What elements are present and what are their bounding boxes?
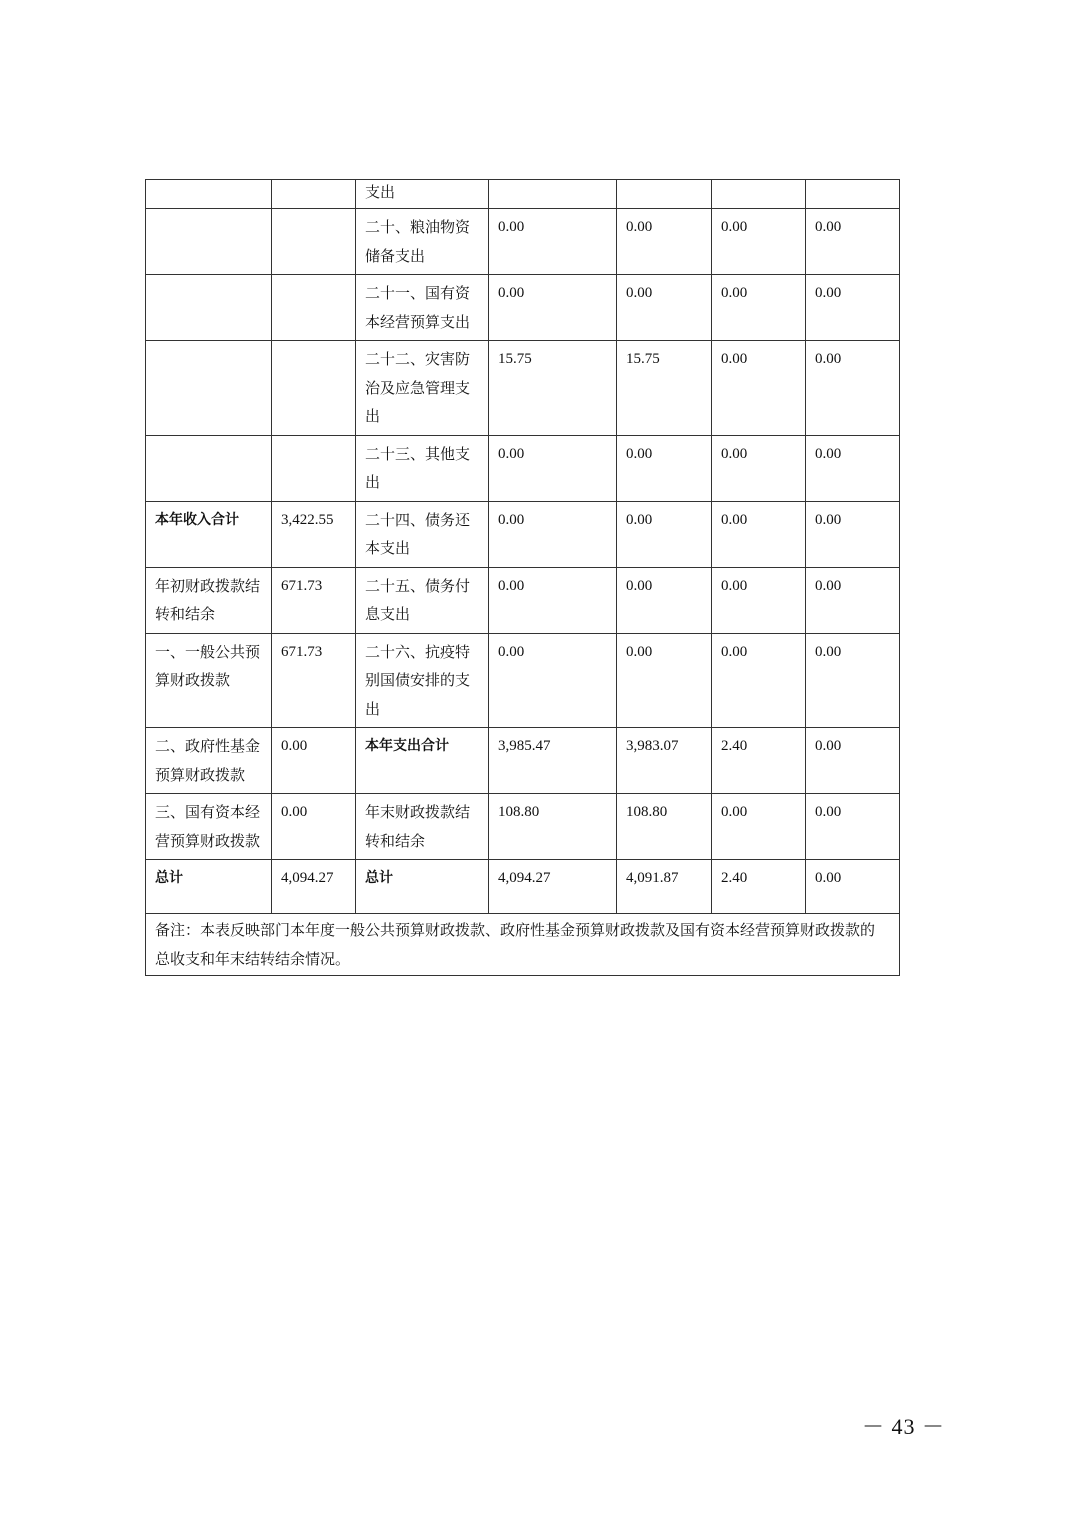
general-budget-cell: 4,091.87 [617,860,712,914]
income-item-cell: 三、国有资本经营预算财政拨款 [146,794,272,860]
general-budget-cell: 0.00 [617,275,712,341]
income-amount-cell [272,209,356,275]
general-budget-cell: 0.00 [617,567,712,633]
expense-total-cell [489,180,617,209]
general-budget-cell: 0.00 [617,501,712,567]
expense-item-cell: 二十二、灾害防治及应急管理支出 [356,341,489,436]
state-capital-budget-cell: 0.00 [806,435,900,501]
table-row [146,341,900,436]
expense-grand-total-label: 总计 [356,860,489,914]
general-budget-cell: 3,983.07 [617,728,712,794]
income-item-cell [146,209,272,275]
state-capital-budget-cell: 0.00 [806,501,900,567]
state-capital-budget-cell: 0.00 [806,275,900,341]
state-capital-budget-cell: 0.00 [806,633,900,728]
general-budget-cell [617,180,712,209]
income-subtotal-label: 本年收入合计 [146,501,272,567]
expense-total-cell: 0.00 [489,501,617,567]
page-number: － 43 － [862,1414,946,1439]
table-row [146,501,900,567]
income-amount-cell: 0.00 [272,794,356,860]
table-row [146,209,900,275]
expense-total-cell: 0.00 [489,275,617,341]
budget-table [145,179,900,976]
fund-budget-cell [712,180,806,209]
expense-total-cell: 108.80 [489,794,617,860]
table-row [146,180,900,209]
expense-subtotal-label: 本年支出合计 [356,728,489,794]
state-capital-budget-cell: 0.00 [806,860,900,914]
income-amount-cell [272,341,356,436]
state-capital-budget-cell: 0.00 [806,567,900,633]
income-item-cell: 一、一般公共预算财政拨款 [146,633,272,728]
income-item-cell [146,180,272,209]
table-row [146,633,900,728]
income-amount-cell [272,275,356,341]
expense-item-cell: 二十三、其他支出 [356,435,489,501]
table-note-row [146,914,900,976]
general-budget-cell: 0.00 [617,209,712,275]
expense-total-cell: 0.00 [489,567,617,633]
fund-budget-cell: 0.00 [712,275,806,341]
income-item-cell [146,275,272,341]
general-budget-cell: 0.00 [617,633,712,728]
table-row [146,794,900,860]
income-amount-cell: 0.00 [272,728,356,794]
fund-budget-cell: 0.00 [712,209,806,275]
expense-total-cell: 0.00 [489,435,617,501]
income-grand-total-label: 总计 [146,860,272,914]
table-row [146,567,900,633]
income-item-cell: 年初财政拨款结转和结余 [146,567,272,633]
fund-budget-cell: 0.00 [712,341,806,436]
expense-item-cell: 支出 [356,180,489,209]
state-capital-budget-cell [806,180,900,209]
expense-item-cell: 二十、粮油物资储备支出 [356,209,489,275]
expense-item-cell: 二十六、抗疫特别国债安排的支出 [356,633,489,728]
income-amount-cell: 671.73 [272,567,356,633]
expense-total-cell: 0.00 [489,209,617,275]
table-row [146,435,900,501]
expense-total-cell: 15.75 [489,341,617,436]
expense-item-cell: 二十五、债务付息支出 [356,567,489,633]
income-amount-cell: 671.73 [272,633,356,728]
expense-item-cell: 年末财政拨款结转和结余 [356,794,489,860]
fund-budget-cell: 0.00 [712,633,806,728]
income-item-cell [146,341,272,436]
general-budget-cell: 108.80 [617,794,712,860]
fund-budget-cell: 0.00 [712,567,806,633]
state-capital-budget-cell: 0.00 [806,341,900,436]
general-budget-cell: 15.75 [617,341,712,436]
expense-total-cell: 3,985.47 [489,728,617,794]
table-row [146,275,900,341]
income-amount-cell [272,180,356,209]
table-row [146,860,900,914]
expense-item-cell: 二十一、国有资本经营预算支出 [356,275,489,341]
state-capital-budget-cell: 0.00 [806,794,900,860]
fund-budget-cell: 0.00 [712,501,806,567]
fund-budget-cell: 2.40 [712,728,806,794]
table-note: 备注：本表反映部门本年度一般公共预算财政拨款、政府性基金预算财政拨款及国有资本经营预算财政拨款的总收支和年末结转结余情况。 [146,914,900,976]
state-capital-budget-cell: 0.00 [806,728,900,794]
income-amount-cell: 3,422.55 [272,501,356,567]
table-row [146,728,900,794]
fund-budget-cell: 2.40 [712,860,806,914]
state-capital-budget-cell: 0.00 [806,209,900,275]
fund-budget-cell: 0.00 [712,435,806,501]
expense-item-cell: 二十四、债务还本支出 [356,501,489,567]
income-item-cell: 二、政府性基金预算财政拨款 [146,728,272,794]
income-amount-cell [272,435,356,501]
income-item-cell [146,435,272,501]
expense-total-cell: 0.00 [489,633,617,728]
income-grand-total-cell: 4,094.27 [272,860,356,914]
fund-budget-cell: 0.00 [712,794,806,860]
general-budget-cell: 0.00 [617,435,712,501]
expense-total-cell: 4,094.27 [489,860,617,914]
